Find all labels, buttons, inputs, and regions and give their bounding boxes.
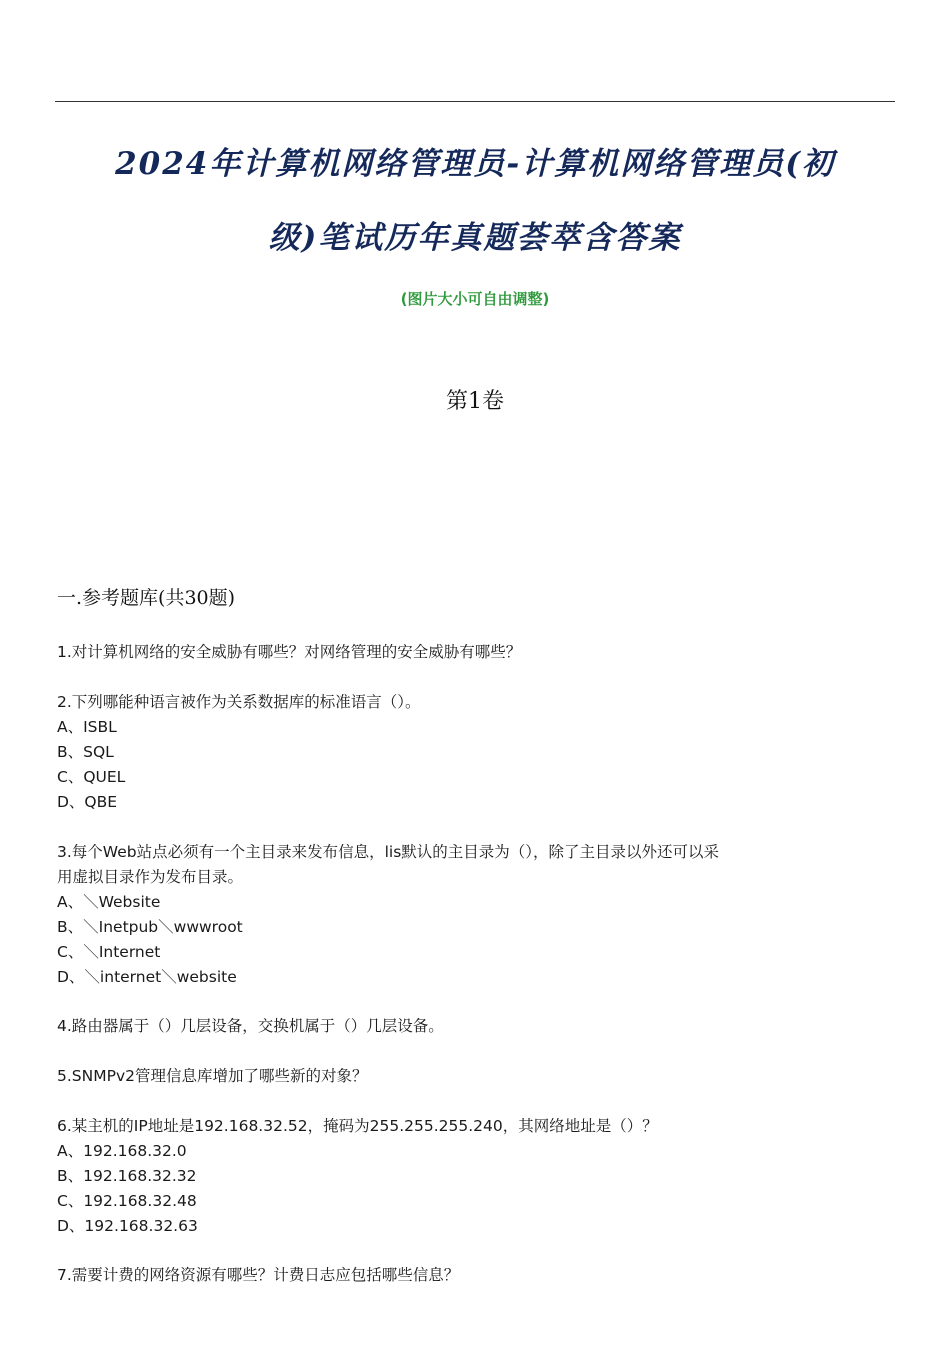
document-title-line-1: 2024年计算机网络管理员-计算机网络管理员(初 [115,146,835,182]
question-3-option-d: D、＼internet＼website [57,968,237,986]
question-3-text-continued: 用虚拟目录作为发布目录。 [57,868,244,886]
volume-heading: 第1卷 [446,389,504,414]
question-2-option-c: C、QUEL [57,768,126,786]
question-3-text: 3.每个Web站点必须有一个主目录来发布信息，lis默认的主目录为（），除了主目录以外还可以采 [57,843,720,861]
question-6-text: 6.某主机的IP地址是192.168.32.52，掩码为255.255.255.240，其网络地址是（）？ [57,1117,658,1135]
question-5-text: 5.SNMPv2管理信息库增加了哪些新的对象？ [57,1067,368,1085]
section-heading: 一.参考题库(共30题) [57,587,236,609]
question-2-option-d: D、QBE [57,793,118,811]
question-3-option-a: A、＼Website [57,893,161,911]
question-4-text: 4.路由器属于（）几层设备，交换机属于（）几层设备。 [57,1017,444,1035]
question-6-option-a: A、192.168.32.0 [57,1142,187,1160]
question-3-option-b: B、＼Inetpub＼wwwroot [57,918,243,936]
question-6-option-c: C、192.168.32.48 [57,1192,197,1210]
question-7-text: 7.需要计费的网络资源有哪些？计费日志应包括哪些信息？ [57,1266,460,1284]
question-6-option-b: B、192.168.32.32 [57,1167,197,1185]
question-2-option-a: A、ISBL [57,718,117,736]
top-rule [55,101,895,102]
resize-note: (图片大小可自由调整) [400,290,550,308]
question-6-option-d: D、192.168.32.63 [57,1217,198,1235]
question-3-option-c: C、＼Internet [57,943,161,961]
question-2-option-b: B、SQL [57,743,114,761]
document-title-line-2: 级)笔试历年真题荟萃含答案 [268,220,682,256]
question-2-text: 2.下列哪能种语言被作为关系数据库的标准语言（）。 [57,693,421,711]
question-1-text: 1.对计算机网络的安全威胁有哪些？对网络管理的安全威胁有哪些？ [57,643,522,661]
